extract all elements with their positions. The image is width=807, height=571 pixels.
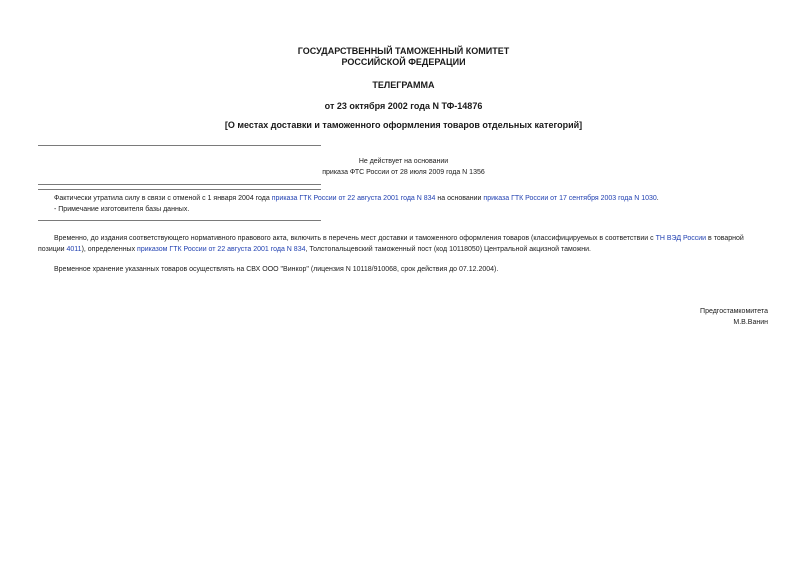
lost-force-text-2: на основании bbox=[435, 195, 484, 202]
publisher-note: - Примечание изготовителя базы данных. bbox=[54, 206, 190, 213]
org-name-line1: ГОСУДАРСТВЕННЫЙ ТАМОЖЕННЫЙ КОМИТЕТ bbox=[297, 46, 510, 56]
document-title: [О местах доставки и таможенного оформления товаров отдельных категорий] bbox=[224, 120, 583, 130]
para1-text-1: Временно, до издания соответствующего нормативного правового акта, включить в перечень мест доставки и таможенного оформления товаров (классифицируемых в соответствии с bbox=[54, 235, 656, 242]
order-1030-link[interactable]: приказа ГТК России от 17 сентября 2003 года N 1030 bbox=[483, 195, 657, 202]
divider-status-2 bbox=[38, 189, 321, 190]
lost-force-note bbox=[54, 193, 794, 204]
status-line2: приказа ФТС России от 28 июля 2009 года N 1356 bbox=[322, 169, 485, 176]
body-paragraph-1-line1 bbox=[54, 233, 774, 244]
order-834-link[interactable]: приказа ГТК России от 22 августа 2001 года N 834 bbox=[271, 195, 436, 202]
order-834-body-link[interactable]: приказом ГТК России от 22 августа 2001 года N 834 bbox=[137, 246, 306, 253]
divider-top bbox=[38, 145, 321, 146]
para1-text-3: позиции bbox=[38, 246, 67, 253]
para1-text-4: ), определенных bbox=[81, 246, 138, 253]
signature-name: М.В.Ванин bbox=[733, 319, 768, 326]
lost-force-text-1: Фактически утратила силу в связи с отменой с 1 января 2004 года bbox=[54, 195, 272, 202]
para1-text-5: , Толстопальцевский таможенный пост (код 10118050) Центральной акцизной таможни. bbox=[305, 246, 591, 253]
status-line1: Не действует на основании bbox=[358, 158, 449, 165]
lost-force-text-3: . bbox=[656, 195, 659, 202]
org-name-line2: РОССИЙСКОЙ ФЕДЕРАЦИИ bbox=[341, 57, 466, 67]
document-date-number: от 23 октября 2002 года N ТФ-14876 bbox=[324, 101, 483, 111]
body-paragraph-2: Временное хранение указанных товаров осуществлять на СВХ ООО "Винкор" (лицензия N 10118/910068, срок действия до 07.12.2004). bbox=[54, 266, 499, 273]
para1-text-2: в товарной bbox=[706, 235, 744, 242]
divider-note bbox=[38, 220, 321, 221]
body-paragraph-1-line2 bbox=[38, 244, 778, 255]
position-4011-link[interactable]: 4011 bbox=[66, 246, 82, 253]
signature-position: Предгостамкомитета bbox=[700, 308, 768, 315]
document-type: ТЕЛЕГРАММА bbox=[372, 80, 435, 90]
tn-ved-link[interactable]: ТН ВЭД России bbox=[655, 235, 707, 242]
divider-status-1 bbox=[38, 184, 321, 185]
